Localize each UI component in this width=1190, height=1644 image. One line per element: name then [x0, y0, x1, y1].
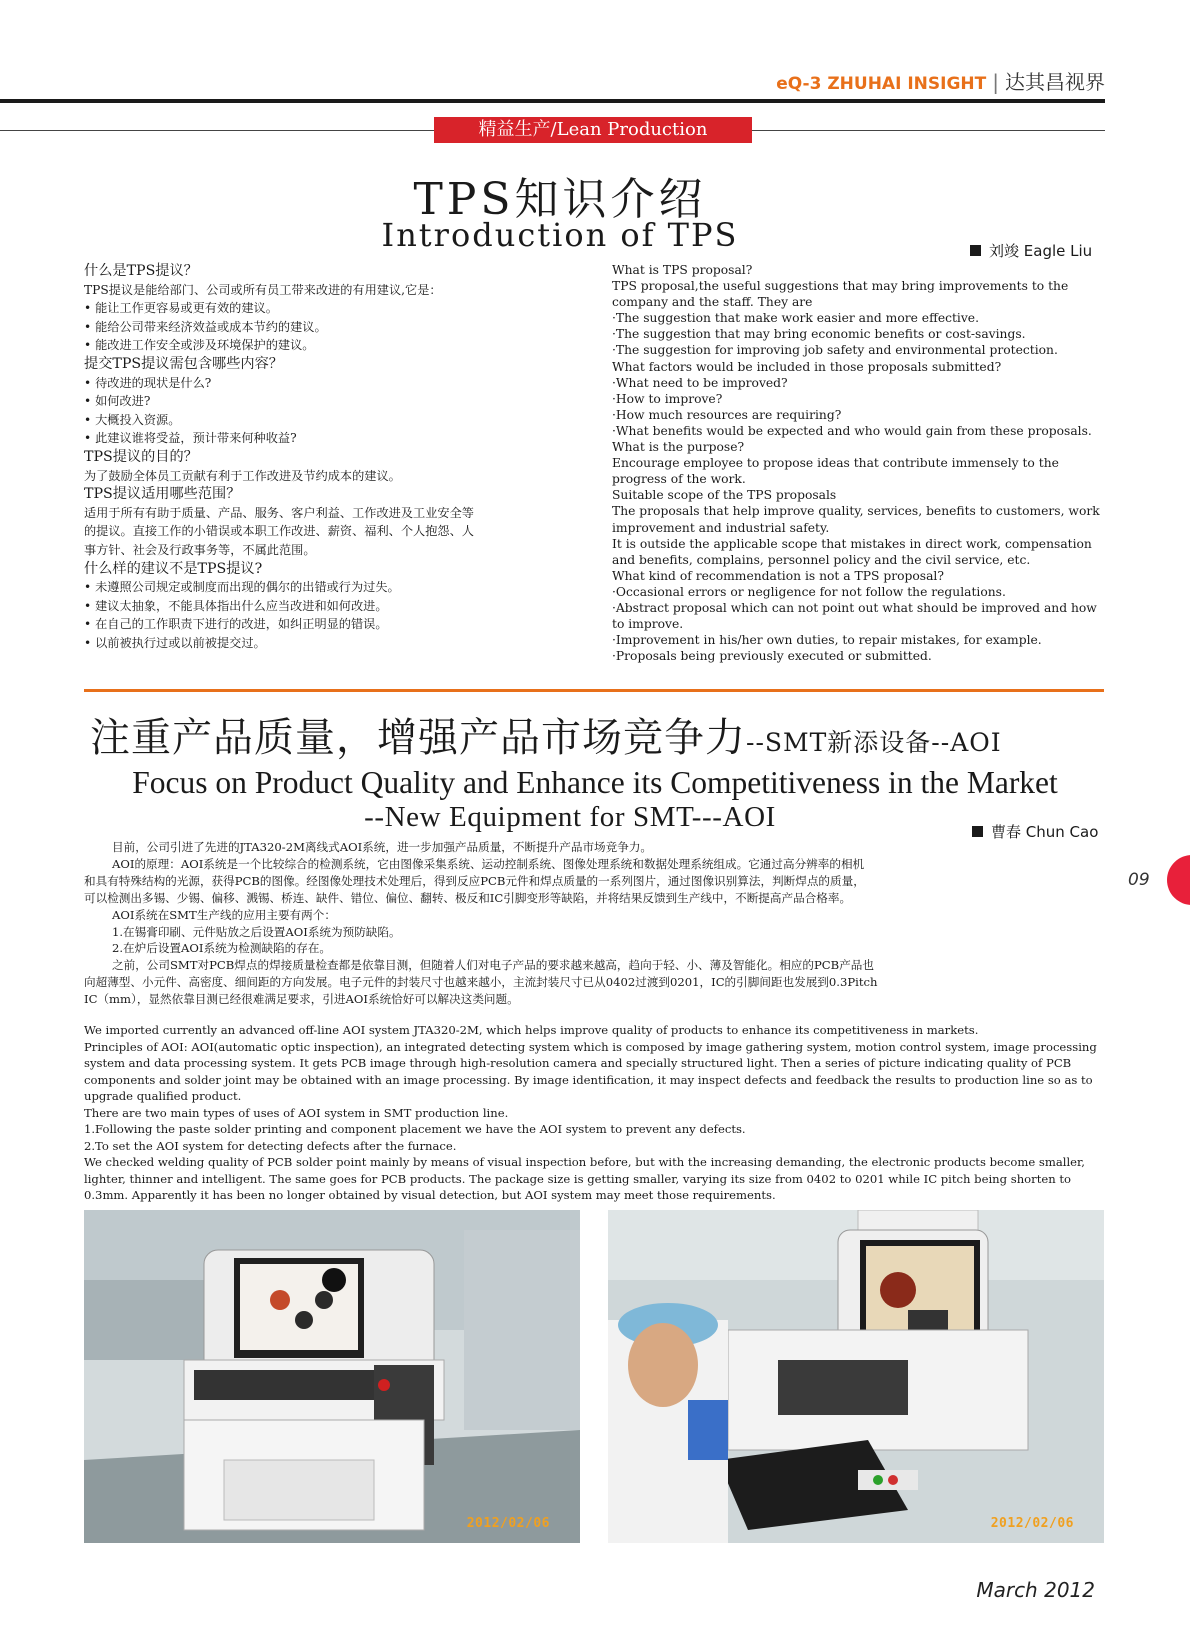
question-heading: 什么样的建议不是TPS提议? [84, 560, 263, 577]
paragraph: We imported currently an advanced off-line AOI system JTA320-2M, which helps improve quality of products to enhance its competitiveness in markets. [84, 1023, 979, 1037]
tps-body-en [612, 262, 1106, 664]
page-number: 09 [1128, 870, 1150, 890]
text-line: 事方针、社会及行政事务等，不属此范围。 [84, 542, 316, 557]
aoi-author: 曹春 Chun Cao [991, 823, 1099, 841]
text-line: • 此建议谁将受益，预计带来何种收益? [84, 431, 297, 446]
paragraph: We checked welding quality of PCB solder point mainly by means of visual inspection before, but with the increasing demanding, the electronic products become smaller, lighter, thinner and intelligent. The same goes for PCB products. The package size is getting smaller, varying its size from 0402 to 0201 while IC pitch being shorten to 0.3mm. Apparently it has been no longer obtained by visual detection, but AOI system may meet those requirements. [84, 1155, 1085, 1202]
text-line: • 能给公司带来经济效益或成本节约的建议。 [84, 319, 327, 334]
aoi-title-en: Focus on Product Quality and Enhance its Competitiveness in the Market [132, 765, 1058, 800]
text-line: 和具有特殊结构的光源，获得PCB的图像。经图像处理技术处理后，得到反应PCB元件和焊点质量的一系列图片，通过图像识别算法，判断焊点的质量， [84, 873, 865, 888]
aoi-subtitle-en: --New Equipment for SMT---AOI [364, 801, 776, 833]
text-line: • 以前被执行过或以前被提交过。 [84, 635, 266, 650]
operator-illustration [608, 1210, 1104, 1543]
header-rule-thick [0, 99, 1105, 103]
aoi-body-cn [84, 839, 1106, 1008]
text-line: AOI的原理：AOI系统是一个比较综合的检测系统，它由图像采集系统、运动控制系统、图像处理系统和数据处理系统组成。它通过高分辨率的相机 [112, 856, 865, 871]
brand-cn: 达其昌视界 [1005, 70, 1105, 94]
tps-title-cn: TPS知识介绍 [413, 174, 707, 225]
paragraph: 2.To set the AOI system for detecting defects after the furnace. [84, 1138, 457, 1153]
text-line: • 建议太抽象，不能具体指出什么应当改进和如何改进。 [84, 598, 388, 613]
byline-square-icon [972, 826, 983, 837]
text-line: IC（mm），显然依靠目测已经很难满足要求，引进AOI系统恰好可以解决这类问题。 [84, 992, 519, 1007]
text-line: • 待改进的现状是什么? [84, 375, 212, 390]
section-tag: 精益生产/Lean Production [434, 117, 752, 143]
question-heading: TPS提议的目的？ [84, 448, 198, 465]
paragraph: TPS proposal,the useful suggestions that may bring improvements to the company and the staff. They are [612, 279, 1069, 310]
byline-square-icon [970, 245, 981, 256]
paragraph: Encourage employee to propose ideas that contribute immensely to the progress of the work. [612, 456, 1059, 487]
text-line: 1.在锡膏印刷、元件贴放之后设置AOI系统为预防缺陷。 [112, 924, 401, 939]
paragraph: ·What benefits would be expected and who would gain from these proposals. [612, 423, 1092, 438]
question-heading: 什么是TPS提议？ [84, 263, 198, 279]
text-line: TPS提议是能给部门、公司或所有员工带来改进的有用建议,它是： [84, 282, 442, 297]
tps-body-cn [84, 262, 596, 652]
paragraph: ·The suggestion that make work easier and more effective. [612, 311, 979, 326]
paragraph: Principles of AOI: AOI(automatic optic inspection), an integrated detecting system which is composed by image gathering system, motion control system, image processing system and data processing system. It gets PCB image through high-resolution camera and specially structured light. Then a series of picture indicating quality of PCB components and solder joint may be obtained with an image processing. By image identification, it may inspect defects and feedback the results to production line so as to upgrade qualified product. [84, 1039, 1097, 1103]
aoi-title-cn [90, 706, 1105, 763]
question-heading: 提交TPS提议需包含哪些内容？ [84, 355, 283, 372]
paragraph: ·The suggestion that may bring economic benefits or cost-savings. [612, 327, 1026, 342]
paragraph: ·How to improve? [612, 391, 723, 406]
issue-date: March 2012 [976, 1578, 1095, 1602]
brand-en: eQ-3 ZHUHAI INSIGHT [776, 74, 987, 94]
text-line: • 能改进工作安全或涉及环境保护的建议。 [84, 338, 315, 353]
text-line: 向超薄型、小元件、高密度、细间距的方向发展。电子元件的封装尺寸也越来越小，主流封装尺寸已从0402过渡到0201，IC的引脚间距也发展到0.3Pitch [84, 975, 878, 990]
aoi-title-cn-main: 注重产品质量，增强产品市场竞争力 [90, 715, 746, 761]
text-line: 为了鼓励全体员工贡献有利于工作改进及节约成本的建议。 [84, 468, 401, 483]
tps-byline [970, 240, 1092, 261]
article-divider [84, 689, 1104, 692]
text-line: • 能让工作更容易或更有效的建议。 [84, 301, 278, 316]
text-line: AOI系统在SMT生产线的应用主要有两个： [112, 907, 336, 922]
aoi-machine-photo [84, 1210, 580, 1543]
text-line: • 在自己的工作职责下进行的改进，如纠正明显的错误。 [84, 617, 388, 632]
text-line: 的提议。直接工作的小错误或本职工作改进、薪资、福利、个人抱怨、人 [84, 524, 474, 539]
paragraph: ·Abstract proposal which can not point out what should be improved and how to improve. [612, 600, 1097, 632]
text-line: • 大概投入资源。 [84, 412, 181, 427]
paragraph: ·Proposals being previously executed or submitted. [612, 649, 932, 664]
paragraph: What kind of recommendation is not a TPS proposal? [612, 568, 944, 583]
text-line: 适用于所有有助于质量、产品、服务、客户利益、工作改进及工业安全等 [84, 505, 474, 520]
paragraph: ·What need to be improved? [612, 375, 788, 390]
text-line: 目前，公司引进了先进的JTA320-2M离线式AOI系统，进一步加强产品质量，不断提升产品市场竞争力。 [112, 840, 653, 854]
text-line: 2.在炉后设置AOI系统为检测缺陷的存在。 [112, 941, 332, 956]
paragraph: The proposals that help improve quality, services, benefits to customers, work improvement and industrial safety. [612, 504, 1100, 535]
paragraph: What is TPS proposal? [612, 263, 753, 277]
paragraph: ·Improvement in his/her own duties, to repair mistakes, for example. [612, 633, 1042, 648]
text-line: 之前，公司SMT对PCB焊点的焊接质量检查都是依靠目测，但随着人们对电子产品的要求越来越高，趋向于轻、小、薄及智能化。相应的PCB产品也 [112, 958, 874, 973]
aoi-body-en [84, 1022, 1106, 1204]
paragraph: There are two main types of uses of AOI system in SMT production line. [84, 1105, 509, 1120]
photo-date-stamp: 2012/02/06 [990, 1516, 1074, 1531]
paragraph: ·The suggestion for improving job safety and environmental protection. [612, 343, 1058, 358]
brand-separator: | [992, 70, 999, 94]
magazine-brand [700, 66, 1105, 95]
paragraph: ·Occasional errors or negligence for not follow the regulations. [612, 584, 1006, 599]
operator-photo [608, 1210, 1104, 1543]
paragraph: What factors would be included in those proposals submitted? [612, 359, 1002, 374]
question-heading: TPS提议适用哪些范围？ [84, 486, 241, 503]
paragraph: Suitable scope of the TPS proposals [612, 488, 837, 503]
paragraph: What is the purpose? [612, 440, 745, 455]
page-tab-marker [1167, 855, 1190, 905]
paragraph: It is outside the applicable scope that mistakes in direct work, compensation and benefits, complains, personnel policy and the civil service, etc. [612, 536, 1092, 567]
photo-date-stamp: 2012/02/06 [466, 1516, 550, 1531]
text-line: • 如何改进? [84, 394, 151, 409]
paragraph: 1.Following the paste solder printing and component placement we have the AOI system to prevent any defects. [84, 1122, 746, 1136]
tps-author: 刘竣 Eagle Liu [989, 242, 1093, 260]
text-line: 可以检测出多锡、少锡、偏移、溅锡、桥连、缺件、错位、偏位、翻转、极反和IC引脚变形等缺陷，并将结果反馈到生产线中，不断提高产品合格率。 [84, 890, 852, 905]
aoi-title-cn-sub: --SMT新添设备--AOI [746, 728, 1002, 757]
aoi-machine-illustration [84, 1210, 580, 1543]
paragraph: ·How much resources are requiring? [612, 407, 842, 422]
tps-title-en: Introduction of TPS [381, 216, 739, 254]
text-line: • 未遵照公司规定或制度而出现的偶尔的出错或行为过失。 [84, 580, 400, 595]
